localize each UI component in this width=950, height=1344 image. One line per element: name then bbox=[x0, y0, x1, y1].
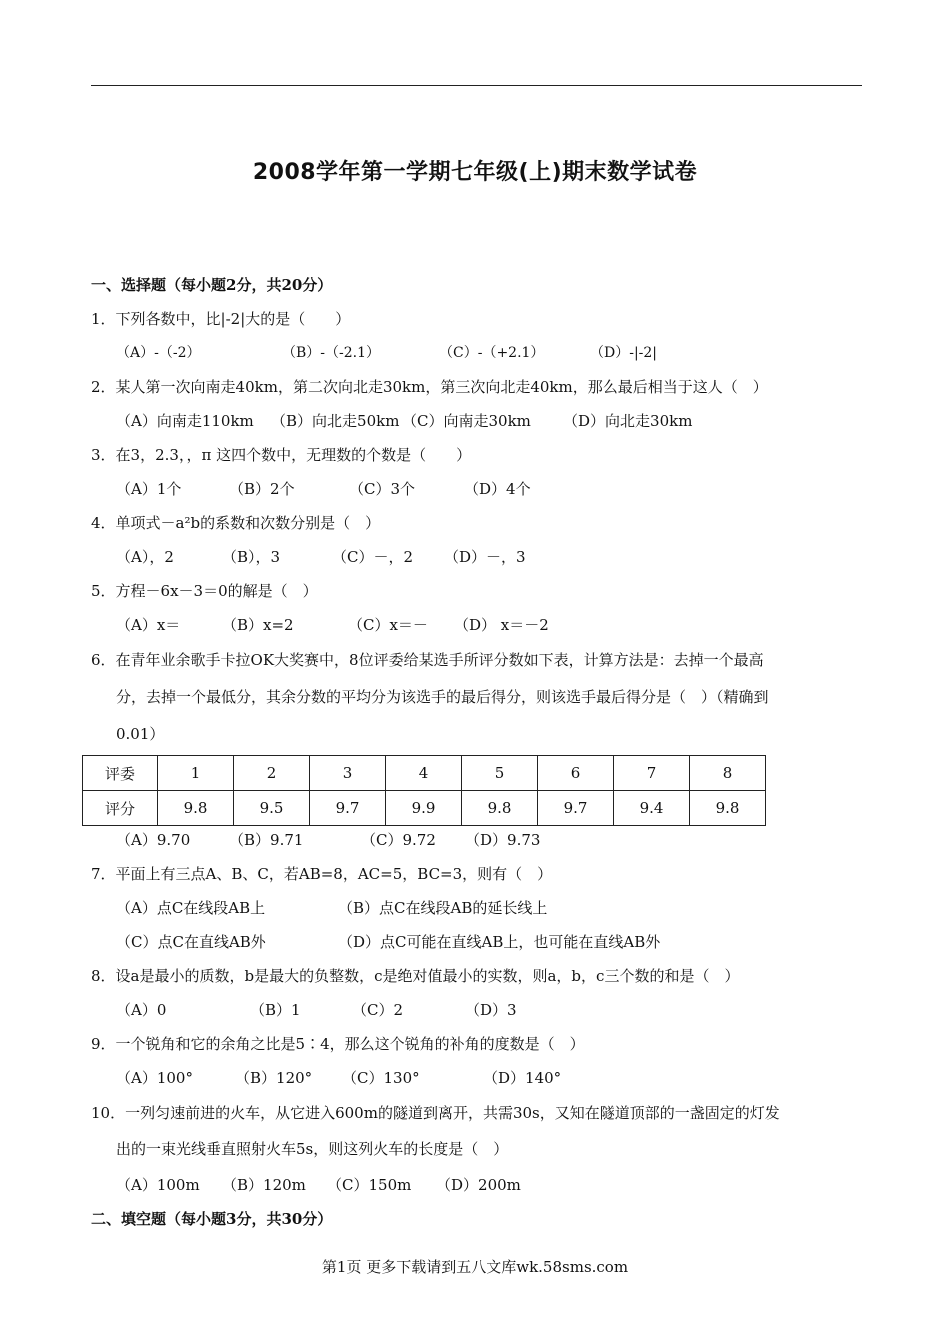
section-heading-choice: 一、选择题（每小题2分，共20分） bbox=[91, 276, 333, 294]
option-c: （C）点C在直线AB外 bbox=[116, 933, 266, 951]
page-footer: 第1页 更多下载请到五八文库wk.58sms.com bbox=[321, 1258, 629, 1276]
table-cell: 9.8 bbox=[462, 791, 538, 826]
option-b: （B）120m bbox=[222, 1176, 306, 1194]
option-a: （A）100° bbox=[116, 1069, 193, 1087]
option-d: （D）-|-2| bbox=[590, 345, 658, 361]
top-rule bbox=[91, 85, 862, 86]
option-b: （B）2个 bbox=[229, 480, 295, 498]
option-a: （A）0 bbox=[116, 1001, 167, 1019]
question-6-precision: 0.01） bbox=[116, 725, 165, 743]
question-5: 5．方程－6x－3＝0的解是（ ） bbox=[91, 582, 318, 600]
option-d: （D）3 bbox=[465, 1001, 517, 1019]
score-table bbox=[82, 755, 766, 826]
option-c: （C）2 bbox=[352, 1001, 404, 1019]
option-b: （B）120° bbox=[235, 1069, 313, 1087]
option-d: （D）140° bbox=[483, 1069, 562, 1087]
table-cell: 1 bbox=[158, 756, 234, 791]
option-d: （D）200m bbox=[436, 1176, 521, 1194]
option-c: （C）9.72 bbox=[361, 831, 436, 849]
section-heading-fill-blank: 二、填空题（每小题3分，共30分） bbox=[91, 1210, 333, 1228]
table-header-cell: 评分 bbox=[83, 791, 158, 826]
table-cell: 2 bbox=[234, 756, 310, 791]
table-cell: 8 bbox=[690, 756, 766, 791]
table-cell: 6 bbox=[538, 756, 614, 791]
option-c: （C）x＝－ bbox=[348, 616, 428, 634]
option-a: （A）点C在线段AB上 bbox=[116, 899, 266, 917]
table-row-scores bbox=[83, 791, 766, 826]
table-cell: 3 bbox=[310, 756, 386, 791]
option-d: （D）点C可能在直线AB上，也可能在直线AB外 bbox=[338, 933, 661, 951]
option-b: （B）9.71 bbox=[229, 831, 304, 849]
option-a: （A）-（-2） bbox=[116, 345, 201, 361]
option-d: （D） x＝－2 bbox=[454, 616, 549, 634]
option-a: （A）向南走110km bbox=[116, 412, 254, 430]
option-b: （B）点C在线段AB的延长线上 bbox=[338, 899, 548, 917]
table-cell: 4 bbox=[386, 756, 462, 791]
option-a: （A）x＝ bbox=[116, 616, 181, 634]
table-cell: 9.5 bbox=[234, 791, 310, 826]
question-6-continued: 分，去掉一个最低分，其余分数的平均分为该选手的最后得分，则该选手最后得分是（ ）（精确到 bbox=[116, 688, 769, 706]
table-cell: 9.8 bbox=[690, 791, 766, 826]
question-2: 2．某人第一次向南走40km，第二次向北走30km，第三次向北走40km，那么最后相当于这人（ ） bbox=[91, 378, 768, 396]
option-b: （B）-（-2.1） bbox=[282, 345, 381, 361]
option-d: （D）9.73 bbox=[465, 831, 541, 849]
table-cell: 9.9 bbox=[386, 791, 462, 826]
option-a: （A）100m bbox=[116, 1176, 200, 1194]
question-10-continued: 出的一束光线垂直照射火车5s，则这列火车的长度是（ ） bbox=[116, 1140, 509, 1158]
table-cell: 5 bbox=[462, 756, 538, 791]
option-a: （A）1个 bbox=[116, 480, 182, 498]
question-3: 3．在3，2.3，，π 这四个数中，无理数的个数是（ ） bbox=[91, 446, 472, 464]
option-c: （C）130° bbox=[342, 1069, 420, 1087]
question-8: 8．设a是最小的质数，b是最大的负整数，c是绝对值最小的实数，则a，b，c三个数的和是（ ） bbox=[91, 967, 740, 985]
option-c: （C）-（+2.1） bbox=[439, 345, 545, 361]
page-title: 2008学年第一学期七年级(上)期末数学试卷 bbox=[252, 160, 698, 185]
question-7: 7．平面上有三点A、B、C，若AB=8，AC=5，BC=3，则有（ ） bbox=[91, 865, 553, 883]
question-4: 4．单项式－a²b的系数和次数分别是（ ） bbox=[91, 514, 381, 532]
option-b: （B）1 bbox=[250, 1001, 301, 1019]
table-cell: 9.4 bbox=[614, 791, 690, 826]
option-c: （C）3个 bbox=[349, 480, 416, 498]
option-d: （D）向北走30km bbox=[563, 412, 693, 430]
question-9: 9．一个锐角和它的余角之比是5∶4，那么这个锐角的补角的度数是（ ） bbox=[91, 1035, 585, 1053]
option-a: （A）9.70 bbox=[116, 831, 191, 849]
question-1: 1．下列各数中，比|-2|大的是（ ） bbox=[91, 310, 351, 328]
question-6: 6．在青年业余歌手卡拉OK大奖赛中，8位评委给某选手所评分数如下表，计算方法是：去掉一个最高 bbox=[91, 651, 764, 669]
option-c: （C）向南走30km bbox=[402, 412, 531, 430]
option-c: （C）150m bbox=[327, 1176, 412, 1194]
option-d: （D）－，3 bbox=[444, 548, 526, 566]
table-cell: 9.7 bbox=[538, 791, 614, 826]
option-b: （B）x=2 bbox=[222, 616, 294, 634]
table-row-judges bbox=[83, 756, 766, 791]
table-cell: 7 bbox=[614, 756, 690, 791]
option-b: （B），3 bbox=[222, 548, 281, 566]
option-d: （D）4个 bbox=[464, 480, 531, 498]
option-c: （C）－，2 bbox=[332, 548, 414, 566]
table-cell: 9.8 bbox=[158, 791, 234, 826]
option-b: （B）向北走50km bbox=[271, 412, 400, 430]
table-cell: 9.7 bbox=[310, 791, 386, 826]
question-10: 10．一列匀速前进的火车，从它进入600m的隧道到离开，共需30s，又知在隧道顶部的一盏固定的灯发 bbox=[91, 1104, 780, 1122]
option-a: （A），2 bbox=[116, 548, 174, 566]
table-header-cell: 评委 bbox=[83, 756, 158, 791]
